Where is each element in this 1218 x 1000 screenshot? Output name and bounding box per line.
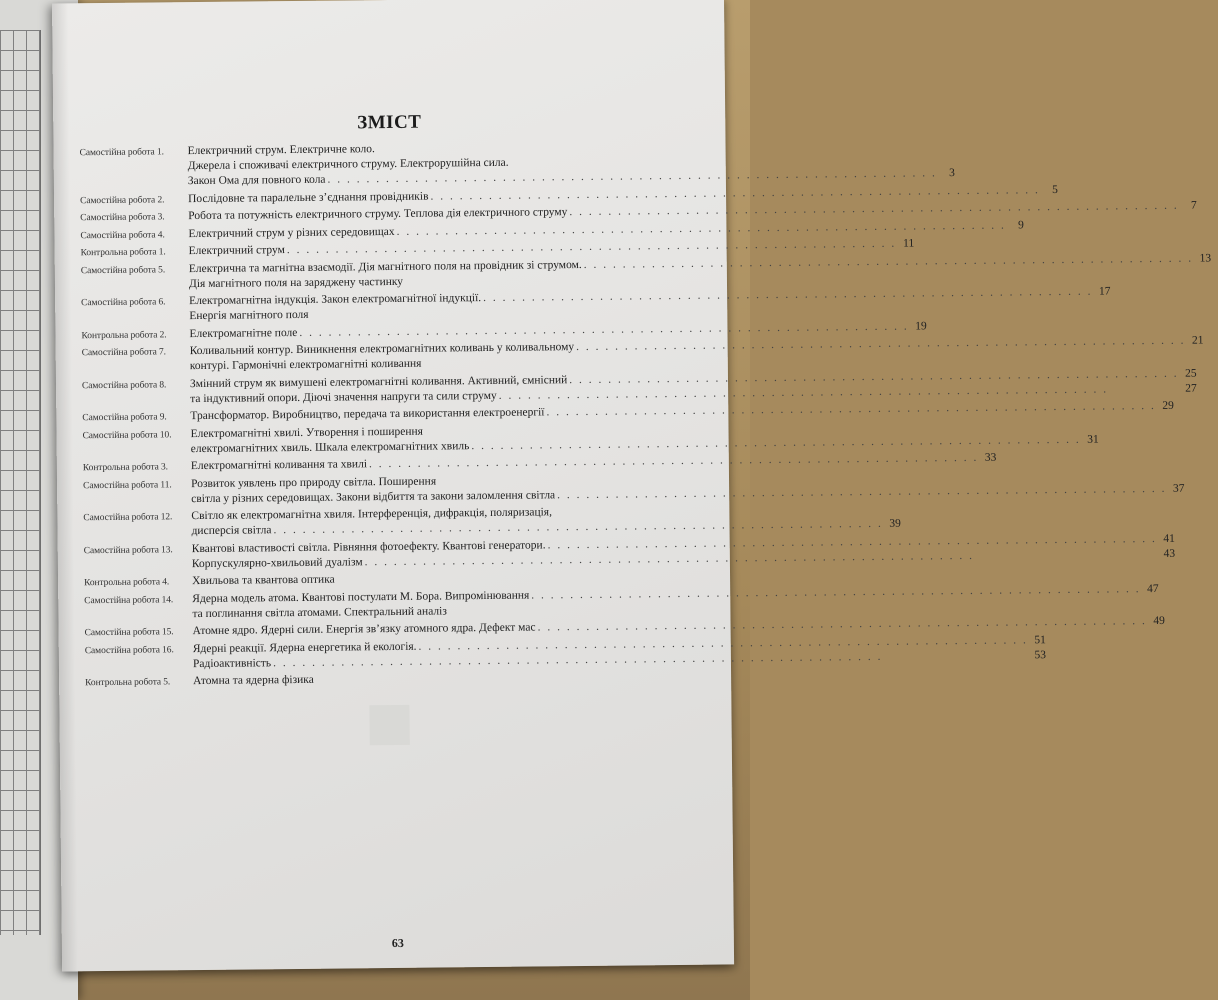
dot-leader: . . . . . . . . . . . . . . . . . . . . . . . . . . . . . . . . . . . . . . . . . . . . . . . . . . . . . . . . . . . . . . .: [368, 451, 979, 471]
dot-leader: . . . . . . . . . . . . . . . . . . . . . . . . . . . . . . . . . . . . . . . . . . . . . . . . . . . . . . . . . . . . . . .: [546, 399, 1156, 419]
toc-entry: [83, 471, 1185, 507]
dot-leader: . . . . . . . . . . . . . . . . . . . . . . . . . . . . . . . . . . . . . . . . . . . . . . . . . . . . . . . . . . . . . . .: [327, 167, 937, 186]
page-number: 63: [391, 935, 404, 951]
toc-page-number: 37: [1172, 482, 1185, 495]
dot-leader: . . . . . . . . . . . . . . . . . . . . . . . . . . . . . . . . . . . . . . . . . . . . . . . . . . . . . . . . . . . . . . .: [498, 382, 1109, 402]
toc-line-text: Робота та потужність електричного струму. Теплова дія електричного струму: [188, 206, 568, 223]
toc-line-text: та індуктивний опори. Діючі значення напруги та сили струму: [190, 389, 497, 405]
toc-line-text: Енергія магнітного поля: [189, 308, 309, 323]
toc-entry-label: Самостійна робота 12.: [83, 512, 173, 524]
toc-entry-label: Самостійна робота 6.: [81, 297, 166, 309]
toc-line-text: Трансформатор. Виробництво, передача та використання електроенергії: [190, 406, 545, 423]
toc-page-number: 41: [1163, 532, 1175, 545]
toc-entry-body: [187, 136, 954, 189]
toc-entry-label: Самостійна робота 3.: [80, 212, 165, 224]
toc-page-number: 27: [1185, 382, 1197, 395]
dot-leader: . . . . . . . . . . . . . . . . . . . . . . . . . . . . . . . . . . . . . . . . . . . . . . . . . . . . . . . . . . . . . . .: [483, 285, 1093, 305]
toc-page-number: 47: [1147, 582, 1159, 595]
dot-leader: . . . . . . . . . . . . . . . . . . . . . . . . . . . . . . . . . . . . . . . . . . . . . . . . . . . . . . . . . . . . . . .: [273, 650, 883, 669]
toc-entry-label: Самостійна робота 15.: [84, 627, 174, 639]
toc-page-number: 39: [889, 517, 901, 530]
toc-entry-label: Самостійна робота 13.: [83, 544, 173, 556]
toc-entry: [81, 285, 1111, 325]
toc-entry-label: Самостійна робота 8.: [81, 379, 167, 391]
toc-page-number: 49: [1153, 614, 1165, 628]
toc-line-text: Дія магнітного поля на заряджену частинку: [188, 275, 404, 290]
toc-page-number: 11: [903, 237, 915, 250]
toc-line-text: Корпускулярно-хвильовий дуалізм: [191, 555, 363, 570]
toc-page-number: 21: [1191, 334, 1204, 347]
toc-page-number: 5: [1051, 183, 1058, 196]
dot-leader: . . . . . . . . . . . . . . . . . . . . . . . . . . . . . . . . . . . . . . . . . . . . . . . . . . . . . . . . . . . . . . .: [576, 334, 1186, 354]
toc-entry-body: [189, 284, 1111, 324]
toc-page-number: 43: [1163, 547, 1176, 560]
toc-line-text: Електричний струм: [188, 244, 285, 258]
toc-line-text: та поглинання світла атомами. Спектральний аналіз: [192, 604, 447, 620]
toc-line-text: електромагнітних хвиль. Шкала електромагнітних хвиль: [190, 439, 470, 455]
toc-line-text: Розвиток уявлень про природу світла. Поширення: [190, 475, 437, 490]
toc-entry-label: Самостійна робота 2.: [80, 194, 165, 206]
dot-leader: . . . . . . . . . . . . . . . . . . . . . . . . . . . . . . . . . . . . . . . . . . . . . . . . . . . . . . . . . . . . . . .: [569, 367, 1179, 386]
toc-page-number: 17: [1098, 285, 1111, 298]
toc-line-text: дисперсія світла: [191, 524, 272, 538]
toc-line-text: світла у різних середовищах. Закони відбиття та закони заломлення світла: [191, 488, 556, 505]
dot-leader: . . . . . . . . . . . . . . . . . . . . . . . . . . . . . . . . . . . . . . . . . . . . . . . . . . . . . . . . . . . . . . .: [396, 219, 1006, 238]
toc-line: [192, 569, 684, 589]
page-title: ЗМІСТ: [357, 111, 422, 134]
toc-line-text: Світло як електромагнітна хвиля. Інтерференція, дифракція, поляризація,: [191, 506, 553, 523]
grid-paper: [0, 30, 41, 935]
toc-line-text: Джерела і споживачі електричного струму. Електрорушійна сила.: [187, 156, 509, 173]
dot-leader: . . . . . . . . . . . . . . . . . . . . . . . . . . . . . . . . . . . . . . . . . . . . . . . . . . . . . . . . . . . . . . .: [531, 582, 1141, 602]
toc-line-text: контурі. Гармонічні електромагнітні коливання: [189, 357, 422, 373]
toc-entry-label: Самостійна робота 11.: [83, 479, 172, 491]
toc-page-number: 29: [1162, 399, 1174, 412]
toc-page-number: 19: [915, 319, 927, 332]
toc-entry-label: Контрольна робота 4.: [84, 577, 170, 589]
toc-entry-label: Самостійна робота 1.: [79, 147, 164, 159]
toc-entry-label: Самостійна робота 9.: [82, 412, 167, 424]
dot-leader: . . . . . . . . . . . . . . . . . . . . . . . . . . . . . . . . . . . . . . . . . . . . . . . . . . . . . . . . . . . . . . .: [583, 252, 1194, 271]
book-page: [52, 0, 1212, 971]
dot-leader: . . . . . . . . . . . . . . . . . . . . . . . . . . . . . . . . . . . . . . . . . . . . . . . . . . . . . . . . . . . . . . .: [547, 532, 1157, 551]
toc-entry-label: Самостійна робота 16.: [84, 644, 174, 656]
toc-entry: [83, 532, 1176, 572]
dot-leader: . . . . . . . . . . . . . . . . . . . . . . . . . . . . . . . . . . . . . . . . . . . . . . . . . . . . . . . . . . . . . . .: [299, 320, 909, 339]
toc-page-number: 7: [1190, 199, 1197, 212]
toc-page-number: 9: [1018, 218, 1024, 231]
dot-leader: . . . . . . . . . . . . . . . . . . . . . . . . . . . . . . . . . . . . . . . . . . . . . . . . . . . . . . . . . . . . . . .: [430, 183, 1040, 203]
toc-entry-label: Контрольна робота 3.: [82, 462, 168, 474]
toc-entry: [85, 669, 685, 690]
dot-leader: . . . . . . . . . . . . . . . . . . . . . . . . . . . . . . . . . . . . . . . . . . . . . . . . . . . . . . . . . . . . . . .: [273, 517, 883, 537]
toc-line-text: Ядерні реакції. Ядерна енергетика й екологія.: [192, 640, 417, 655]
toc-entry-label: Контрольна робота 2.: [81, 329, 167, 341]
toc-entry-body: [192, 569, 684, 589]
toc-line: [193, 669, 685, 689]
dot-leader: . . . . . . . . . . . . . . . . . . . . . . . . . . . . . . . . . . . . . . . . . . . . . . . . . . . . . . . . . . . . . . .: [286, 237, 897, 257]
toc-line-text: Ядерна модель атома. Квантові постулати М. Бора. Випромінювання: [192, 589, 530, 605]
toc-entry-label: Контрольна робота 5.: [85, 677, 171, 689]
toc-page-number: 25: [1185, 367, 1197, 380]
toc-line-text: Атомне ядро. Ядерні сили. Енергія зв’язку атомного ядра. Дефект мас: [192, 621, 536, 638]
toc-page-number: 31: [1087, 433, 1099, 446]
toc-page-number: 13: [1199, 251, 1212, 265]
toc-line-text: Радіоактивність: [192, 656, 272, 670]
toc-entry-label: Самостійна робота 4.: [80, 229, 165, 241]
toc-entry-label: Самостійна робота 14.: [84, 594, 174, 606]
dot-leader: . . . . . . . . . . . . . . . . . . . . . . . . . . . . . . . . . . . . . . . . . . . . . . . . . . . . . . . . . . . . . . .: [537, 615, 1147, 634]
toc-entry-body: [191, 502, 901, 539]
toc-line-text: Змінний струм як вимушені електромагнітні коливання. Активний, ємнісний: [189, 373, 568, 390]
toc-entry-label: Контрольна робота 1.: [80, 247, 166, 259]
toc-line-text: Електромагнітне поле: [189, 326, 298, 340]
toc-line-text: Атомна та ядерна фізика: [193, 673, 314, 688]
faint-watermark: [369, 705, 409, 745]
toc-line-text: Квантові властивості світла. Рівняння фотоефекту. Квантові генератори.: [191, 538, 546, 555]
toc-line-text: Електромагнітні коливання та хвилі: [190, 458, 368, 473]
toc-entry-body: [193, 633, 1046, 672]
table-of-contents: [79, 139, 1212, 693]
toc-entry-body: [193, 669, 685, 689]
dot-leader: . . . . . . . . . . . . . . . . . . . . . . . . . . . . . . . . . . . . . . . . . . . . . . . . . . . . . . . . . . . . . . .: [418, 633, 1028, 653]
toc-line-text: Електромагнітна індукція. Закон електромагнітної індукції.: [189, 292, 482, 308]
toc-entry-label: Самостійна робота 10.: [82, 429, 172, 441]
toc-entry-label: Самостійна робота 7.: [81, 347, 166, 359]
toc-line-text: Електричний струм у різних середовищах: [188, 225, 395, 240]
toc-line-text: Електромагнітні хвилі. Утворення і поширення: [190, 425, 424, 440]
dot-leader: . . . . . . . . . . . . . . . . . . . . . . . . . . . . . . . . . . . . . . . . . . . . . . . . . . . . . . . . . . . . . . .: [557, 482, 1167, 501]
toc-line-text: Коливальний контур. Виникнення електромагнітних коливань у коливальному: [189, 341, 575, 358]
dot-leader: . . . . . . . . . . . . . . . . . . . . . . . . . . . . . . . . . . . . . . . . . . . . . . . . . . . . . . . . . . . . . . .: [569, 199, 1179, 219]
toc-line-text: Закон Ома для повного кола: [187, 173, 326, 188]
toc-line-text: Електричний струм. Електричне коло.: [187, 143, 375, 158]
toc-page-number: 53: [1034, 648, 1047, 661]
toc-page-number: 33: [984, 451, 997, 464]
toc-entry: [82, 421, 1099, 457]
toc-entry-label: Самостійна робота 5.: [80, 264, 166, 276]
toc-page-number: 51: [1034, 633, 1046, 646]
dot-leader: . . . . . . . . . . . . . . . . . . . . . . . . . . . . . . . . . . . . . . . . . . . . . . . . . . . . . . . . . . . . . . .: [364, 549, 975, 568]
toc-page-number: 3: [949, 167, 955, 180]
toc-line-text: Послідовне та паралельне з’єднання провідників: [188, 190, 429, 205]
toc-line-text: Хвильова та квантова оптика: [192, 573, 335, 588]
toc-entry: [79, 139, 955, 190]
toc-entry: [83, 504, 901, 540]
toc-line-text: Електрична та магнітна взаємодії. Дія магнітного поля на провідник зі струмом.: [188, 258, 582, 275]
dot-leader: . . . . . . . . . . . . . . . . . . . . . . . . . . . . . . . . . . . . . . . . . . . . . . . . . . . . . . . . . . . . . . .: [471, 433, 1081, 452]
